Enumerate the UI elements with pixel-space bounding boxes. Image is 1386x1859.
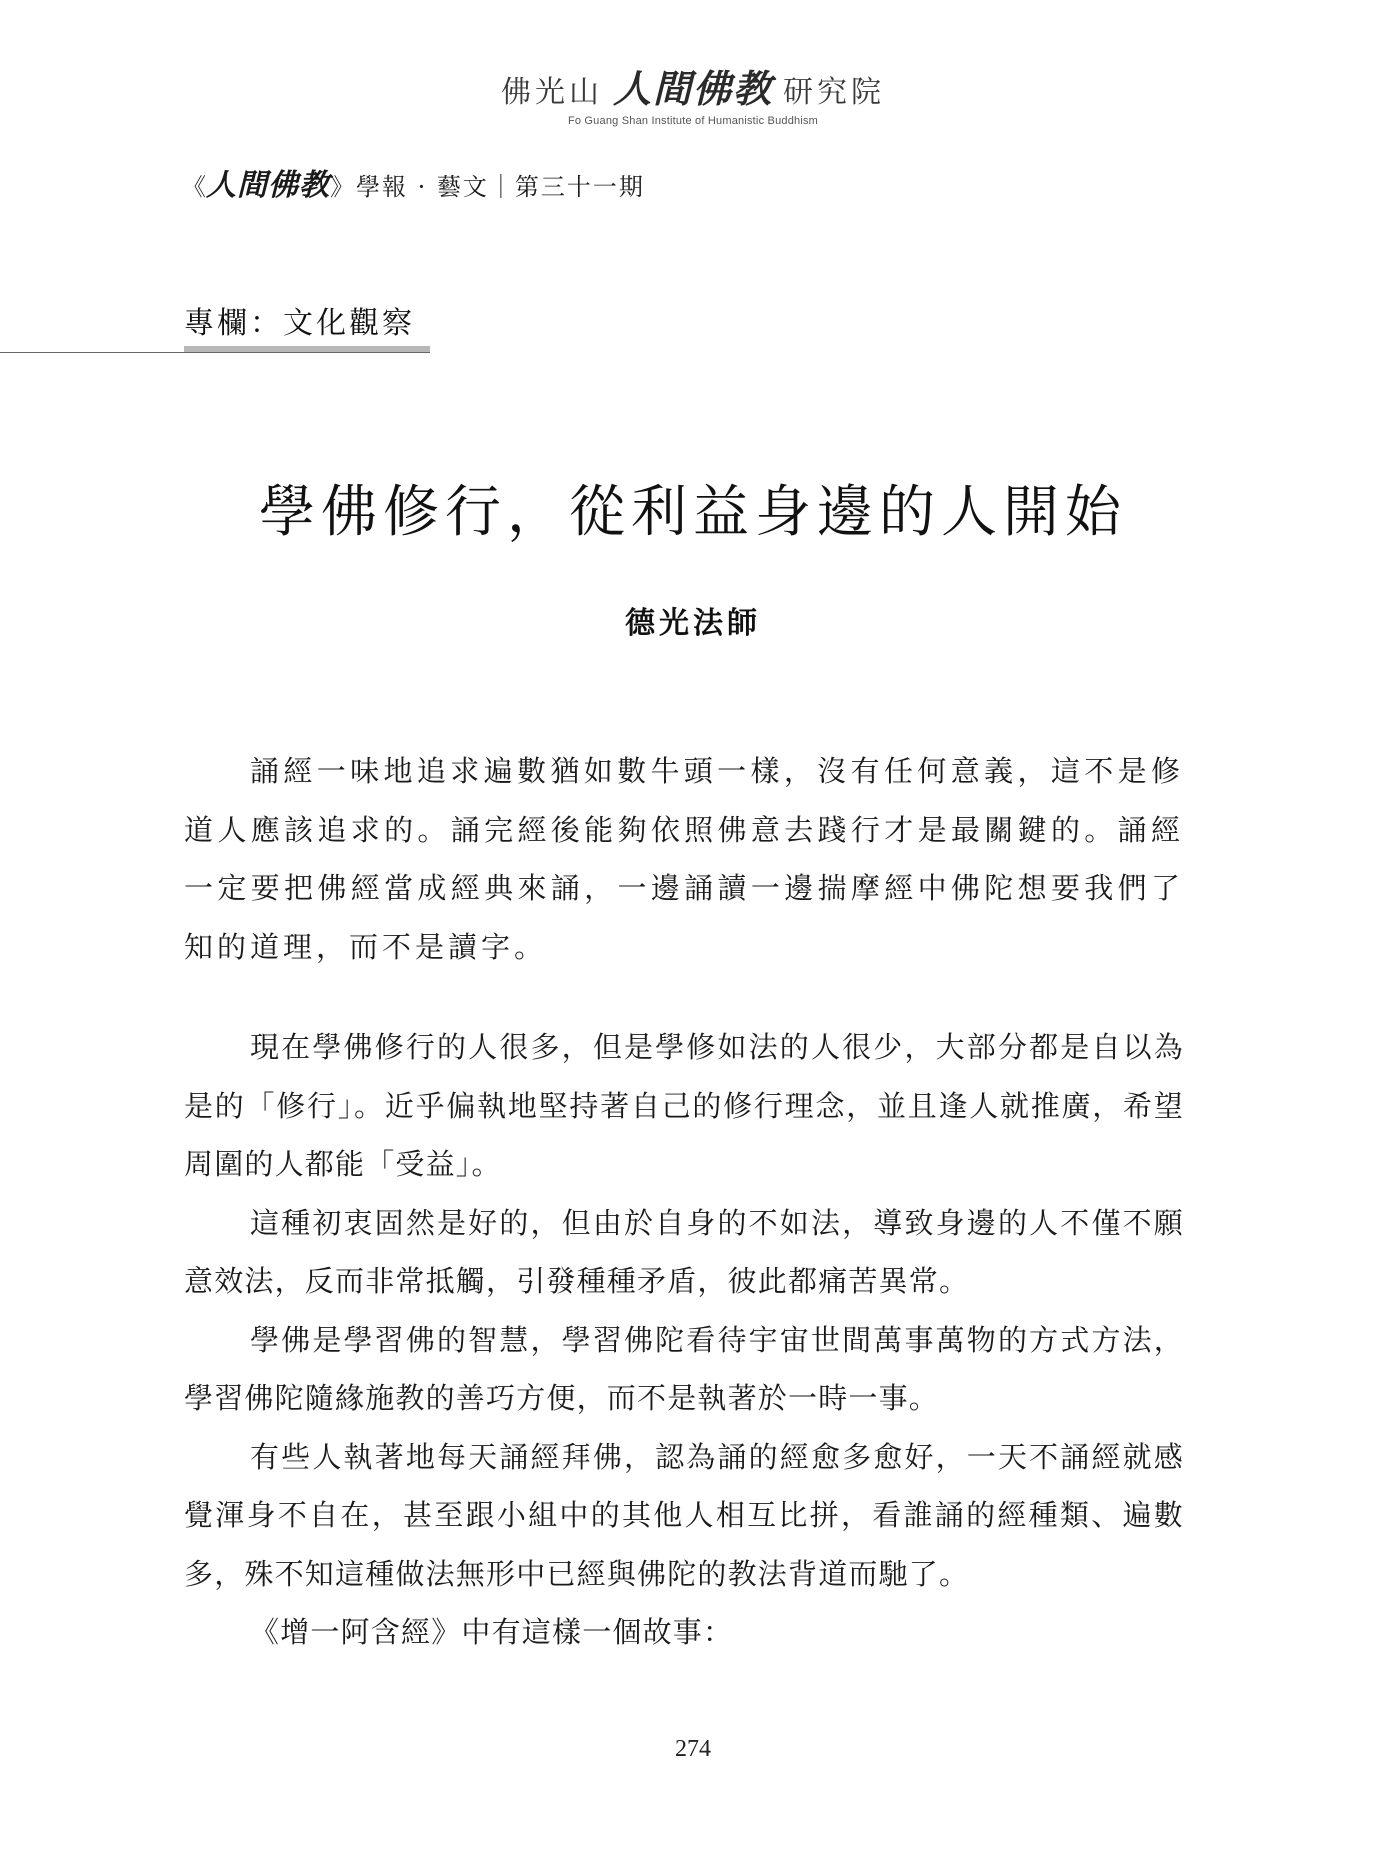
journal-running-head [182, 160, 645, 204]
body-paragraph: 這種初衷固然是好的，但由於自身的不如法，導致身邊的人不僅不願意效法，反而非常抵觸，引發種種矛盾，彼此都痛苦異常。 [184, 1205, 1184, 1298]
article-title: 學佛修行，從利益身邊的人開始 [259, 480, 1127, 545]
body-paragraph: 學佛是學習佛的智慧，學習佛陀看待宇宙世間萬事萬物的方式方法，學習佛陀隨緣施教的善巧方便，而不是執著於一時一事。 [184, 1322, 1184, 1415]
institute-logo: 人間佛教 [612, 66, 773, 111]
journal-issue: 》學報 · 藝文｜第三十一期 [330, 173, 645, 201]
article-body [184, 1018, 1184, 1662]
body-paragraph: 有些人執著地每天誦經拜佛，認為誦的經愈多愈好，一天不誦經就感覺渾身不自在，甚至跟小組中的其他人相互比拼，看誰誦的經種類、遍數多，殊不知這種做法無形中已經與佛陀的教法背道而馳了。 [184, 1439, 1184, 1591]
journal-open-bracket: 《 [182, 173, 206, 201]
intro-paragraph: 誦經一味地追求遍數猶如數牛頭一樣，沒有任何意義，這不是修道人應該追求的。誦完經後能夠依照佛意去踐行才是最關鍵的。誦經一定要把佛經當成經典來誦，一邊誦讀一邊揣摩經中佛陀想要我們了知的道理，而不是讀字。 [184, 754, 1184, 964]
column-underline-thin [0, 352, 430, 353]
journal-logo: 人間佛教 [206, 168, 330, 203]
column-label: 專欄：文化觀察 [184, 306, 415, 341]
body-paragraph: 現在學佛修行的人很多，但是學修如法的人很少，大部分都是自以為是的「修行」。近乎偏執地堅持著自己的修行理念，並且逢人就推廣，希望周圍的人都能「受益」。 [184, 1030, 1184, 1181]
page-number: 274 [675, 1736, 711, 1762]
institute-header [0, 58, 1386, 127]
body-paragraph: 《增一阿含經》中有這樣一個故事： [250, 1615, 734, 1649]
institute-english-name: Fo Guang Shan Institute of Humanistic Buddhism [567, 115, 819, 127]
institute-name [0, 58, 1386, 113]
institute-suffix: 研究院 [783, 75, 885, 110]
article-author: 德光法師 [625, 606, 761, 641]
institute-prefix: 佛光山 [500, 75, 603, 110]
